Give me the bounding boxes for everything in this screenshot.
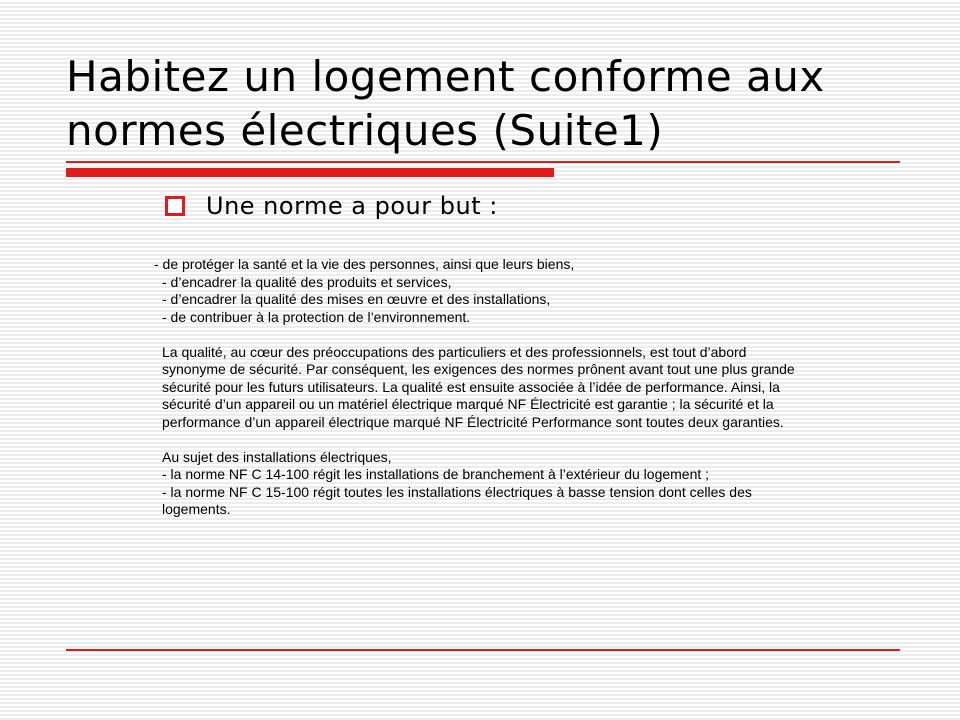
paragraph-gap — [154, 431, 894, 449]
title-line-2: normes électriques (Suite1) — [66, 106, 664, 155]
installations-intro: Au sujet des installations électriques, — [162, 448, 392, 465]
quality-line: performance d’un appareil électrique marqué NF Électricité Performance sont toutes deux garanties. — [162, 413, 784, 430]
aim-line: - de protéger la santé et la vie des personnes, ainsi que leurs biens, — [154, 256, 575, 272]
aim-line: - d’encadrer la qualité des mises en œuvre et des installations, — [162, 291, 551, 307]
title-line-1: Habitez un logement conforme aux — [66, 52, 825, 101]
body-text — [154, 256, 894, 519]
bottom-rule — [66, 649, 900, 651]
aim-line: - de contribuer à la protection de l’environnement. — [162, 308, 471, 325]
installation-line: - la norme NF C 14-100 régit les installations de branchement à l’extérieur du logement ; — [162, 466, 710, 482]
paragraph-gap — [154, 326, 894, 344]
installation-line: - la norme NF C 15-100 régit toutes les installations électriques à basse tension dont celles des — [162, 483, 752, 500]
quality-line: sécurité pour les futurs utilisateurs. La qualité est ensuite associée à l’idée de performance. Ainsi, la — [162, 378, 780, 395]
title-underline-rule — [66, 161, 900, 163]
square-bullet-icon — [165, 196, 185, 216]
bullet-item — [165, 192, 498, 220]
bullet-text: Une norme a pour but : — [206, 192, 498, 220]
aim-line: - d’encadrer la qualité des produits et services, — [162, 273, 452, 290]
installation-line: logements. — [162, 501, 231, 517]
title-accent-bar — [66, 168, 554, 177]
quality-line: La qualité, au cœur des préoccupations des particuliers et des professionnels, est tout d’abord — [162, 343, 747, 360]
slide-title — [66, 50, 926, 158]
quality-line: sécurité d’un appareil ou un matériel électrique marqué NF Électricité est garantie ; la sécurité et la — [162, 396, 774, 412]
quality-line: synonyme de sécurité. Par conséquent, les exigences des normes prônent avant tout une plus grande — [162, 361, 795, 377]
